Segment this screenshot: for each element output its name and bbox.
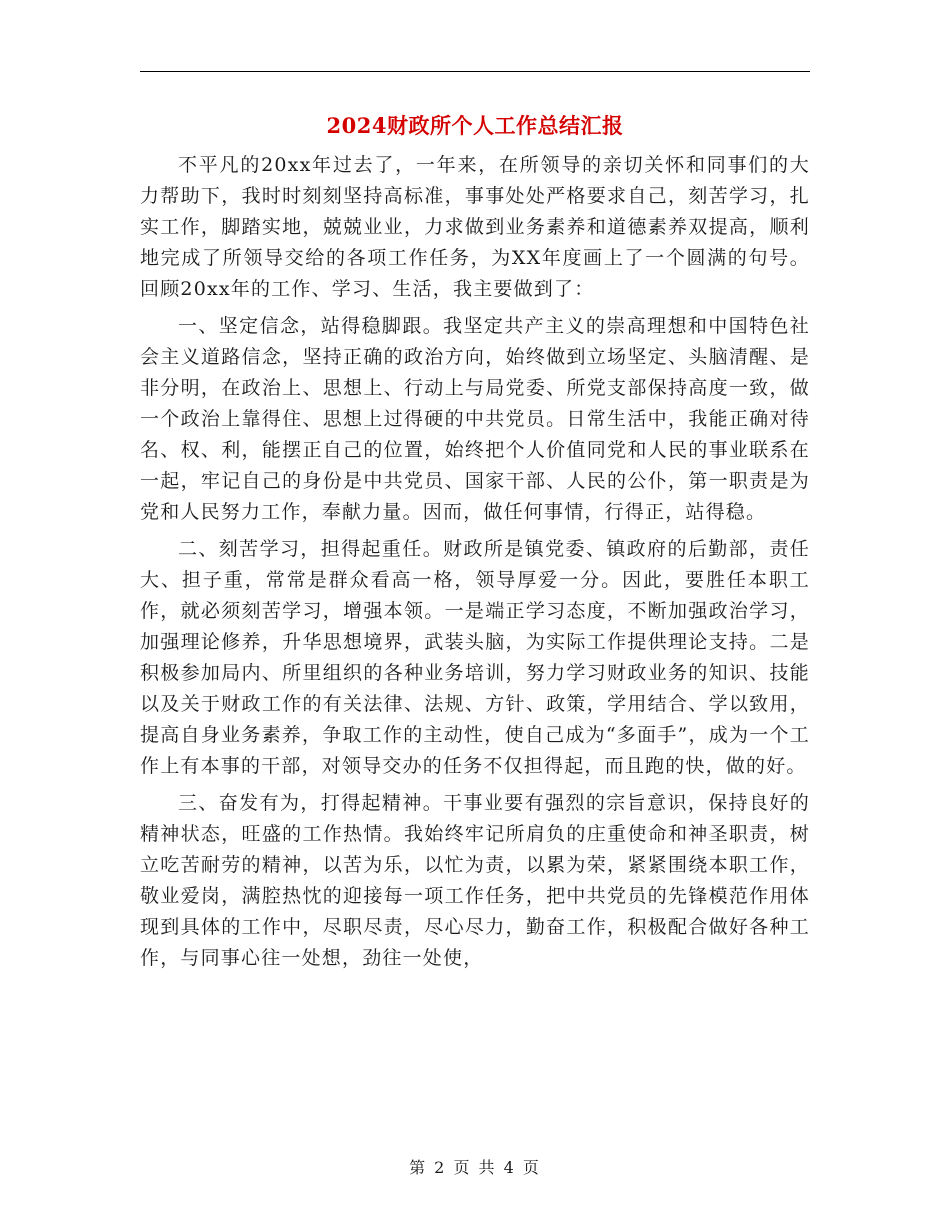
paragraph-section-2: 二、刻苦学习，担得起重任。财政所是镇党委、镇政府的后勤部，责任大、担子重，常常是群众看高一格，领导厚爱一分。因此，要胜任本职工作，就必须刻苦学习，增强本领。一是端正学习态度，不断加强政治学习，加强理论修养，升华思想境界，武装头脑，为实际工作提供理论支持。二是积极参加局内、所里组织的各种业务培训，努力学习财政业务的知识、技能以及关于财政工作的有关法律、法规、方针、政策，学用结合、学以致用，提高自身业务素养，争取工作的主动性，使自己成为“多面手”，成为一个工作上有本事的干部，对领导交办的任务不仅担得起，而且跑的快，做的好。 [140,538,810,777]
paragraph-section-1: 一、坚定信念，站得稳脚跟。我坚定共产主义的崇高理想和中国特色社会主义道路信念，坚持正确的政治方向，始终做到立场坚定、头脑清醒、是非分明，在政治上、思想上、行动上与局党委、所党支部保持高度一致，做一个政治上靠得住、思想上过得硬的中共党员。日常生活中，我能正确对待名、权、利，能摆正自己的位置，始终把个人价值同党和人民的事业联系在一起，牢记自己的身份是中共党员、国家干部、人民的公仆，第一职责是为党和人民努力工作，奉献力量。因而，做任何事情，行得正，站得稳。 [140,315,810,523]
document-body [140,150,810,974]
header-rule [140,71,810,72]
paragraph-section-3: 三、奋发有为，打得起精神。干事业要有强烈的宗旨意识，保持良好的精神状态，旺盛的工作热情。我始终牢记所肩负的庄重使命和神圣职责，树立吃苦耐劳的精神，以苦为乐，以忙为责，以累为荣，紧紧围绕本职工作，敬业爱岗，满腔热忱的迎接每一项工作任务，把中共党员的先锋模范作用体现到具体的工作中，尽职尽责，尽心尽力，勤奋工作，积极配合做好各种工作，与同事心往一处想，劲往一处使， [140,792,810,969]
page-number-footer: 第 2 页 共 4 页 [409,1158,541,1177]
document-title: 2024财政所个人工作总结汇报 [326,113,624,138]
paragraph-intro: 不平凡的20xx年过去了，一年来，在所领导的亲切关怀和同事们的大力帮助下，我时时刻刻坚持高标准，事事处处严格要求自己，刻苦学习，扎实工作，脚踏实地，兢兢业业，力求做到业务素养和道德素养双提高，顺利地完成了所领导交给的各项工作任务，为XX年度画上了一个圆满的句号。回顾20xx年的工作、学习、生活，我主要做到了： [140,154,810,300]
